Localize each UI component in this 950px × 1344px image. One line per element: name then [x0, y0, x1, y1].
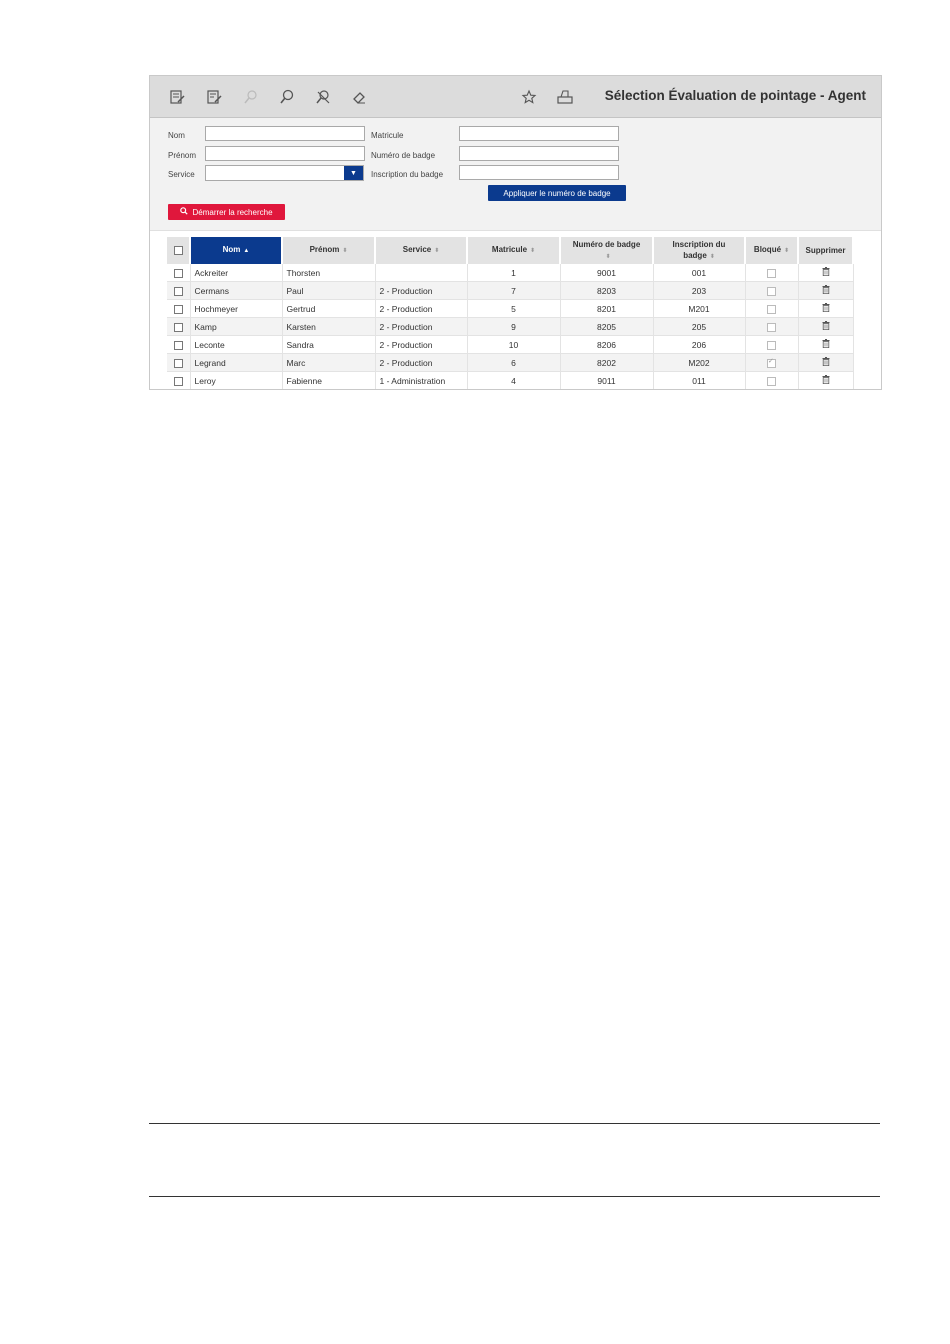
- cell-matricule: 1: [467, 264, 560, 282]
- cell-matricule: 6: [467, 354, 560, 372]
- eraser-icon[interactable]: [349, 87, 369, 107]
- column-header-supprimer: Supprimer: [798, 237, 853, 264]
- agent-table: [167, 237, 854, 390]
- cell-numero-badge: 8205: [560, 318, 653, 336]
- trash-icon[interactable]: [822, 304, 830, 314]
- cell-nom[interactable]: Hochmeyer: [190, 300, 282, 318]
- selection-panel: [149, 75, 882, 390]
- row-checkbox[interactable]: [174, 269, 183, 278]
- cell-nom[interactable]: Ackreiter: [190, 264, 282, 282]
- cell-prenom: Thorsten: [282, 264, 375, 282]
- cell-service: 2 - Production: [375, 300, 467, 318]
- cell-numero-badge: 8203: [560, 282, 653, 300]
- cell-matricule: 10: [467, 336, 560, 354]
- trash-icon[interactable]: [822, 322, 830, 332]
- cell-inscription-badge: 011: [653, 372, 745, 390]
- cell-nom[interactable]: Kamp: [190, 318, 282, 336]
- cell-service: 2 - Production: [375, 282, 467, 300]
- row-checkbox[interactable]: [174, 377, 183, 386]
- cell-nom[interactable]: Leconte: [190, 336, 282, 354]
- toolbar: [150, 76, 881, 118]
- row-select-cell: [167, 354, 190, 372]
- row-checkbox[interactable]: [174, 359, 183, 368]
- bloque-checkbox: [767, 359, 776, 368]
- cell-supprimer: [798, 282, 853, 300]
- inscription-badge-input[interactable]: [459, 165, 619, 180]
- bloque-checkbox: [767, 287, 776, 296]
- table-row[interactable]: [167, 318, 853, 336]
- row-checkbox[interactable]: [174, 323, 183, 332]
- matricule-input[interactable]: [459, 126, 619, 141]
- column-header-service[interactable]: Service ⬍: [375, 237, 467, 264]
- numero-badge-input[interactable]: [459, 146, 619, 161]
- service-select[interactable]: [205, 165, 364, 181]
- cell-numero-badge: 9001: [560, 264, 653, 282]
- search-icon[interactable]: [241, 87, 261, 107]
- column-header-inscription-badge[interactable]: Inscription du badge ⬍: [653, 237, 745, 264]
- cell-nom[interactable]: Legrand: [190, 354, 282, 372]
- bloque-checkbox: [767, 269, 776, 278]
- row-select-cell: [167, 318, 190, 336]
- sort-icon: ⬍: [434, 248, 440, 254]
- cell-supprimer: [798, 300, 853, 318]
- column-header-numero-badge[interactable]: Numéro de badge ⬍: [560, 237, 653, 264]
- sort-icon: ⬍: [605, 253, 611, 260]
- edit-list-icon[interactable]: [204, 87, 224, 107]
- cell-service: [375, 264, 467, 282]
- cell-numero-badge: 8202: [560, 354, 653, 372]
- table-row[interactable]: [167, 264, 853, 282]
- cell-service: 2 - Production: [375, 354, 467, 372]
- sort-icon: ⬍: [709, 253, 715, 260]
- column-header-prenom[interactable]: Prénom ⬍: [282, 237, 375, 264]
- trash-icon[interactable]: [822, 358, 830, 368]
- cell-prenom: Fabienne: [282, 372, 375, 390]
- search-advanced-icon[interactable]: [277, 87, 297, 107]
- row-checkbox[interactable]: [174, 287, 183, 296]
- print-icon[interactable]: [555, 87, 575, 107]
- cell-bloque: [745, 336, 798, 354]
- table-row[interactable]: [167, 282, 853, 300]
- footer-divider-top: [149, 1123, 880, 1124]
- row-select-cell: [167, 300, 190, 318]
- cell-service: 2 - Production: [375, 336, 467, 354]
- bloque-checkbox: [767, 377, 776, 386]
- row-select-cell: [167, 336, 190, 354]
- cell-inscription-badge: 206: [653, 336, 745, 354]
- apply-badge-button[interactable]: Appliquer le numéro de badge: [488, 185, 626, 201]
- cell-nom[interactable]: Cermans: [190, 282, 282, 300]
- bloque-checkbox: [767, 341, 776, 350]
- cell-bloque: [745, 300, 798, 318]
- chevron-down-icon[interactable]: ▼: [344, 166, 363, 180]
- cell-supprimer: [798, 372, 853, 390]
- cell-matricule: 4: [467, 372, 560, 390]
- service-label: Service: [168, 170, 195, 179]
- trash-icon[interactable]: [822, 286, 830, 296]
- cell-bloque: [745, 354, 798, 372]
- sort-icon: ⬍: [530, 248, 536, 254]
- cell-service: 1 - Administration: [375, 372, 467, 390]
- trash-icon[interactable]: [822, 268, 830, 278]
- cell-matricule: 7: [467, 282, 560, 300]
- trash-icon[interactable]: [822, 340, 830, 350]
- search-clear-icon[interactable]: [313, 87, 333, 107]
- sort-icon: ⬍: [342, 248, 348, 254]
- trash-icon[interactable]: [822, 376, 830, 386]
- cell-inscription-badge: 001: [653, 264, 745, 282]
- prenom-label: Prénom: [168, 151, 197, 160]
- cell-inscription-badge: 203: [653, 282, 745, 300]
- column-header-matricule[interactable]: Matricule ⬍: [467, 237, 560, 264]
- matricule-label: Matricule: [371, 131, 404, 140]
- cell-prenom: Gertrud: [282, 300, 375, 318]
- favorite-star-icon[interactable]: [519, 87, 539, 107]
- cell-inscription-badge: 205: [653, 318, 745, 336]
- cell-matricule: 9: [467, 318, 560, 336]
- cell-prenom: Sandra: [282, 336, 375, 354]
- inscription-badge-label: Inscription du badge: [371, 170, 444, 179]
- column-header-bloque[interactable]: Bloqué ⬍: [745, 237, 798, 264]
- column-header-nom[interactable]: Nom ▲: [190, 237, 282, 264]
- search-icon: [180, 207, 188, 217]
- sort-icon: ⬍: [784, 248, 790, 254]
- cell-bloque: [745, 282, 798, 300]
- cell-nom[interactable]: Leroy: [190, 372, 282, 390]
- numero-badge-label: Numéro de badge: [371, 151, 436, 160]
- start-search-button[interactable]: [168, 204, 285, 220]
- cell-bloque: [745, 264, 798, 282]
- table-row[interactable]: [167, 372, 853, 390]
- cell-prenom: Paul: [282, 282, 375, 300]
- page-title: Sélection Évaluation de pointage - Agent: [604, 88, 866, 103]
- row-select-cell: [167, 282, 190, 300]
- table-header-row: [167, 237, 853, 264]
- cell-prenom: Karsten: [282, 318, 375, 336]
- table-row[interactable]: [167, 354, 853, 372]
- cell-matricule: 5: [467, 300, 560, 318]
- search-form: [150, 118, 881, 231]
- cell-numero-badge: 8201: [560, 300, 653, 318]
- cell-numero-badge: 9011: [560, 372, 653, 390]
- row-select-cell: [167, 264, 190, 282]
- cell-supprimer: [798, 336, 853, 354]
- nom-input[interactable]: [205, 126, 365, 141]
- cell-bloque: [745, 318, 798, 336]
- cell-supprimer: [798, 318, 853, 336]
- cell-supprimer: [798, 354, 853, 372]
- table-row[interactable]: [167, 300, 853, 318]
- footer-divider-bottom: [149, 1196, 880, 1197]
- bloque-checkbox: [767, 323, 776, 332]
- cell-inscription-badge: M202: [653, 354, 745, 372]
- cell-service: 2 - Production: [375, 318, 467, 336]
- row-checkbox[interactable]: [174, 305, 183, 314]
- row-select-cell: [167, 372, 190, 390]
- table-row[interactable]: [167, 336, 853, 354]
- prenom-input[interactable]: [205, 146, 365, 161]
- cell-numero-badge: 8206: [560, 336, 653, 354]
- bloque-checkbox: [767, 305, 776, 314]
- row-checkbox[interactable]: [174, 341, 183, 350]
- cell-inscription-badge: M201: [653, 300, 745, 318]
- select-all-header: [167, 237, 190, 264]
- start-search-label: Démarrer la recherche: [192, 207, 273, 217]
- edit-icon[interactable]: [167, 87, 187, 107]
- cell-bloque: [745, 372, 798, 390]
- cell-supprimer: [798, 264, 853, 282]
- sort-ascending-icon: ▲: [243, 248, 250, 254]
- select-all-checkbox[interactable]: [174, 246, 183, 255]
- nom-label: Nom: [168, 131, 185, 140]
- cell-prenom: Marc: [282, 354, 375, 372]
